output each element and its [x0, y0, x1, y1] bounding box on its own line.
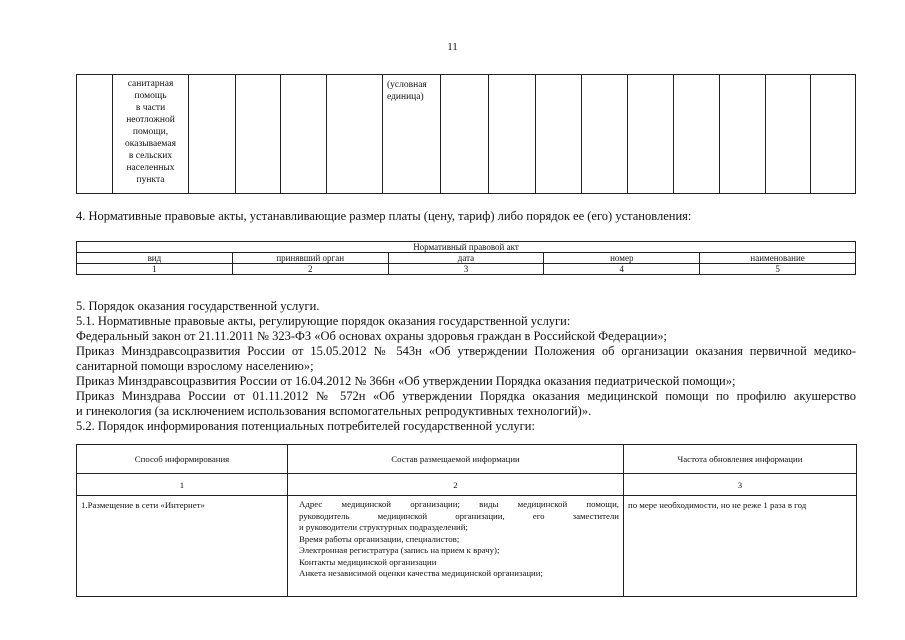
column-header: принявший орган: [232, 253, 388, 264]
table-cell: [720, 75, 766, 194]
table-cell: [582, 75, 628, 194]
normative-acts-table: [76, 241, 856, 275]
unit-label-line: единица): [387, 92, 424, 102]
service-label-line: в части: [135, 103, 166, 113]
normative-act-group-header: Нормативный правовой акт: [77, 242, 856, 253]
table-cell: [674, 75, 720, 194]
service-volume-table-fragment: [76, 74, 856, 194]
law-federal-323: Федеральный закон от 21.11.2011 № 323-ФЗ «Об основах охраны здоровья граждан в Российской Федерации»;: [76, 329, 668, 343]
order-366n: Приказ Минздравсоцразвития России от 16.04.2012 № 366н «Об утверждении Порядка оказания педиатрической помощи»;: [76, 374, 736, 388]
info-line: руководитель медицинской организации, его заместители: [299, 510, 619, 521]
order-572n-line2: и гинекология (за исключением использования вспомогательных репродуктивных технологий)».: [76, 404, 592, 418]
table-cell: [281, 75, 327, 194]
section-5-title: 5. Порядок оказания государственной услуги.: [76, 299, 320, 313]
informing-methods-table: [76, 444, 857, 597]
column-header: Способ информирования: [77, 445, 288, 474]
table-cell: [327, 75, 383, 194]
column-number: 4: [544, 264, 700, 275]
service-label-line: санитарная: [127, 79, 174, 89]
informing-method-cell: 1.Размещение в сети «Интернет»: [77, 496, 288, 597]
service-label-line: помощь: [134, 91, 167, 101]
table-cell: [189, 75, 236, 194]
table-cell: [536, 75, 582, 194]
service-label-line: населенных: [126, 163, 175, 173]
column-header: Частота обновления информации: [624, 445, 857, 474]
column-header: вид: [77, 253, 233, 264]
info-line: Время работы организации, специалистов;: [299, 533, 460, 544]
service-name-cell: [113, 75, 189, 194]
table-cell: [628, 75, 674, 194]
service-label-line: неотложной: [126, 115, 175, 125]
info-line: Контакты медицинской организации: [299, 556, 437, 567]
column-number: 1: [77, 264, 233, 275]
column-header: наименование: [700, 253, 856, 264]
order-543n-line2: санитарной помощи взрослому населению»;: [76, 359, 314, 373]
table-cell: [811, 75, 856, 194]
order-543n-line1: Приказ Минздравсоцразвития России от 15.05.2012 № 543н «Об утверждении Положения об организации оказания первичной медико-: [76, 344, 856, 358]
info-line: Анкета независимой оценки качества медицинской организации;: [299, 568, 543, 578]
column-number: 3: [624, 474, 857, 496]
info-line: Адрес медицинской организации; виды медицинской помощи,: [299, 499, 619, 509]
service-label-line: оказываемая: [125, 139, 176, 149]
information-content-cell: [288, 496, 624, 597]
section-5-2-heading: 5.2. Порядок информирования потенциальных потребителей государственной услуги:: [76, 419, 535, 433]
service-label-line: помощи,: [132, 127, 169, 137]
column-number: 5: [700, 264, 856, 275]
table-cell: [77, 75, 113, 194]
unit-label-line: (условная: [387, 80, 427, 90]
unit-cell: [383, 75, 441, 194]
service-label-line: в сельских: [128, 151, 173, 161]
table-row: [77, 496, 857, 597]
column-header: Состав размещаемой информации: [288, 445, 624, 474]
column-header: номер: [544, 253, 700, 264]
page-number: 11: [447, 41, 458, 53]
update-frequency-cell: по мере необходимости, но не реже 1 раза в год: [624, 496, 857, 597]
table-cell: [489, 75, 536, 194]
section-4-heading: 4. Нормативные правовые акты, устанавливающие размер платы (цену, тариф) либо порядок ее (его) установления:: [76, 209, 692, 223]
section-5-1-heading: 5.1. Нормативные правовые акты, регулирующие порядок оказания государственной услуги:: [76, 314, 571, 328]
order-572n-line1: Приказ Минздрава России от 01.11.2012 № 572н «Об утверждении Порядка оказания медицинской помощи по профилю акушерство: [76, 389, 856, 403]
column-number: 3: [388, 264, 544, 275]
column-number: 2: [288, 474, 624, 496]
column-number: 1: [77, 474, 288, 496]
info-line: Электронная регистратура (запись на прием к врачу);: [299, 545, 500, 555]
info-line: и руководители структурных подразделений;: [299, 522, 468, 532]
service-label-line: пункта: [136, 175, 165, 185]
column-number: 2: [232, 264, 388, 275]
table-cell: [236, 75, 281, 194]
table-cell: [441, 75, 489, 194]
table-cell: [766, 75, 811, 194]
column-header: дата: [388, 253, 544, 264]
